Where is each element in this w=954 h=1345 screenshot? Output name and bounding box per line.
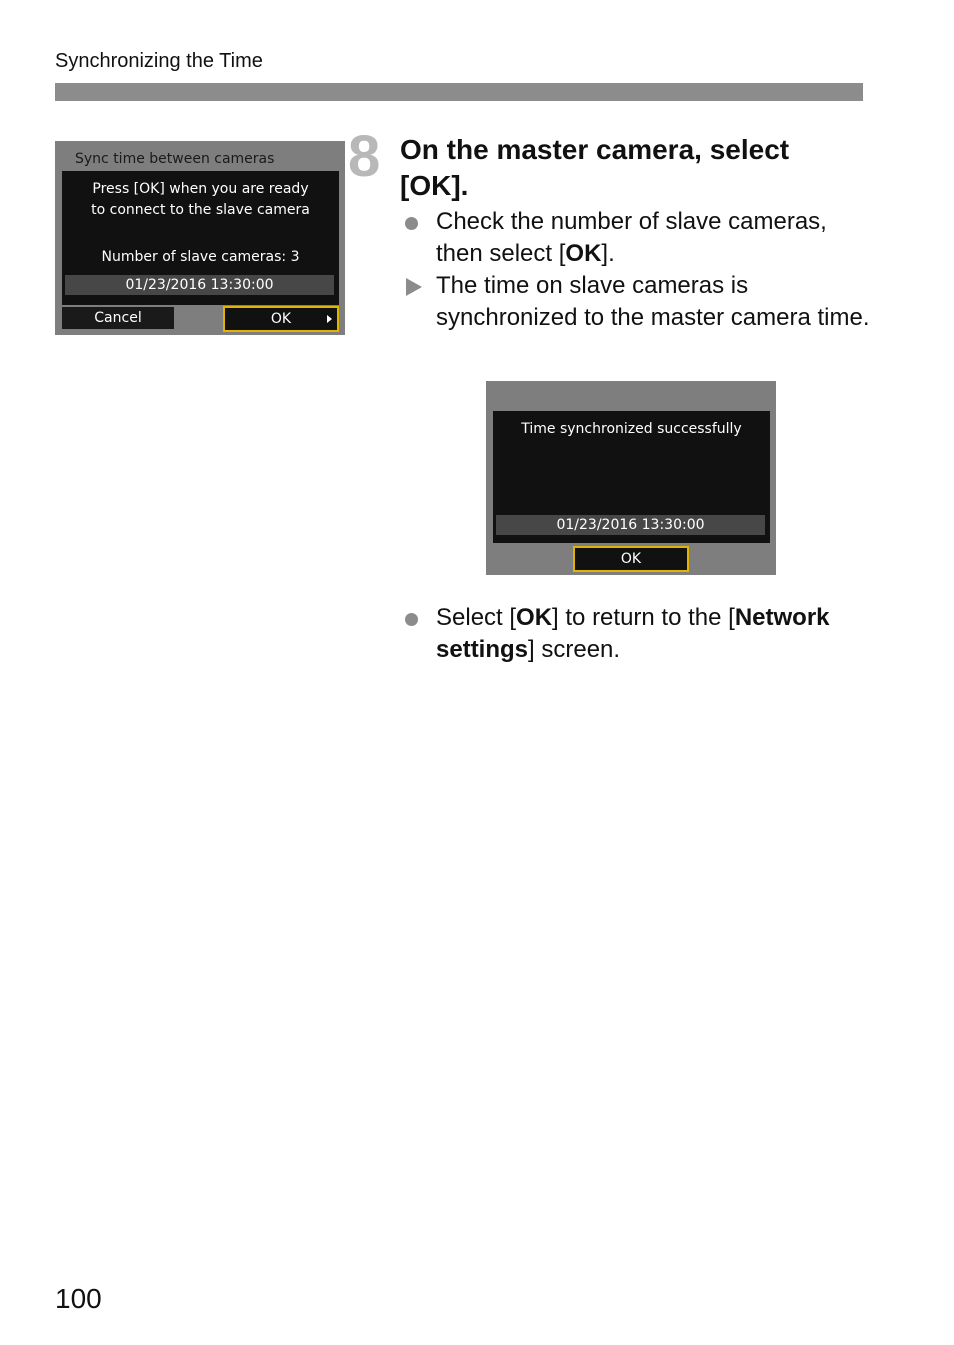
ok-button[interactable] <box>223 306 339 332</box>
datetime-display: 01/23/2016 13:30:00 <box>496 515 765 535</box>
list-item: Select [OK] to return to the [Network settings] screen. <box>400 602 870 666</box>
chevron-right-icon <box>327 315 332 323</box>
screen-panel <box>62 171 339 305</box>
camera-screen-success <box>486 381 776 575</box>
screen-message-line-2: to connect to the slave camera <box>91 202 310 218</box>
slave-camera-count: Number of slave cameras: 3 <box>101 249 300 265</box>
screen-message-line-1: Press [OK] when you are ready <box>92 181 309 197</box>
ok-button[interactable]: OK <box>573 546 689 572</box>
list-item: Check the number of slave cameras, then select [OK]. <box>400 206 870 270</box>
section-title: Synchronizing the Time <box>55 50 263 72</box>
bullet-dot-icon <box>405 217 418 230</box>
screen-message: Time synchronized successfully <box>521 421 742 437</box>
cancel-button[interactable]: Cancel <box>62 307 174 329</box>
step-number: 8 <box>348 124 381 189</box>
header-bar <box>55 83 863 101</box>
screen-title: Sync time between cameras <box>75 151 275 167</box>
bullet-dot-icon <box>405 613 418 626</box>
ok-button-label: OK <box>270 311 292 327</box>
step-heading: On the master camera, select [OK]. <box>400 134 790 201</box>
page-number: 100 <box>55 1283 102 1314</box>
screen-message <box>62 179 339 221</box>
camera-screen-sync <box>55 141 345 335</box>
datetime-display: 01/23/2016 13:30:00 <box>65 275 334 295</box>
final-instruction <box>400 602 870 666</box>
result-arrow-icon <box>406 278 422 296</box>
list-item: The time on slave cameras is synchronized to the master camera time. <box>400 270 870 334</box>
instruction-list <box>400 206 870 334</box>
screen-panel <box>493 411 770 543</box>
